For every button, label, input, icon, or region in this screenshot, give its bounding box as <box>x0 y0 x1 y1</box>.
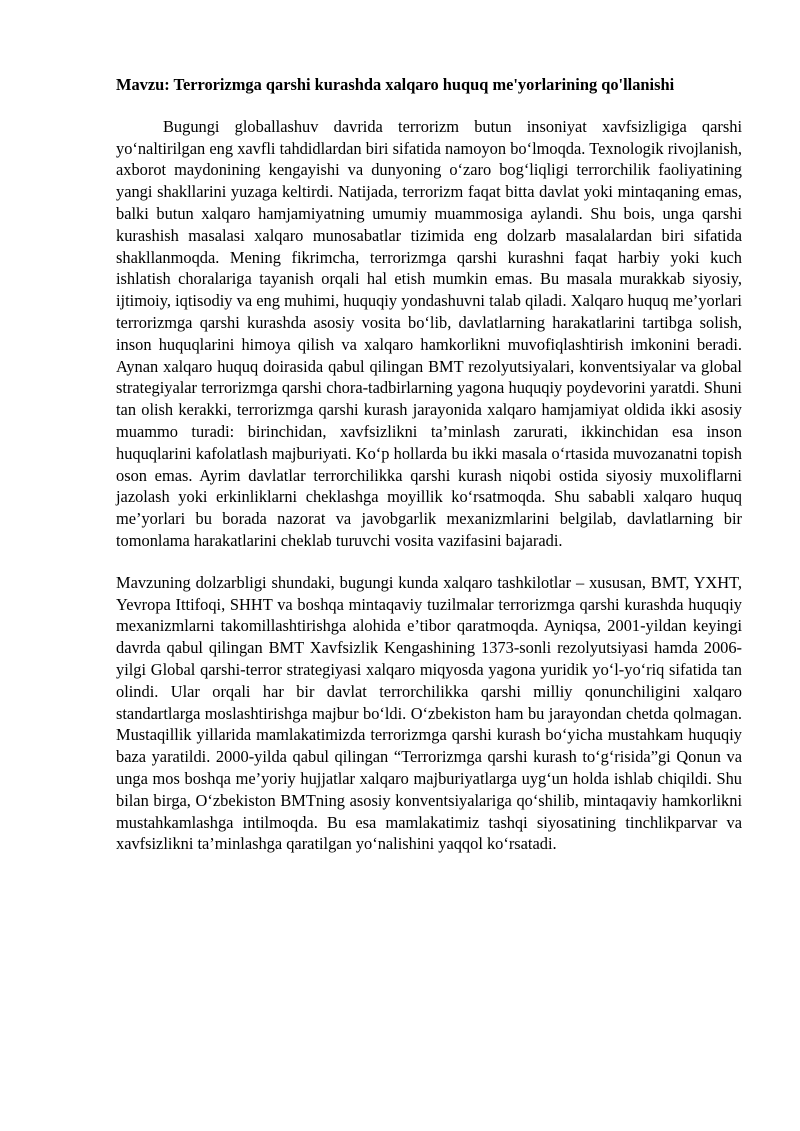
document-title: Mavzu: Terrorizmga qarshi kurashda xalqaro huquq me'yorlarining qo'llanishi <box>116 75 675 94</box>
paragraph-2: Mavzuning dolzarbligi shundaki, bugungi kunda xalqaro tashkilotlar – xususan, BMT, YXHT, Yevropa Ittifoqi, SHHT va boshqa mintaqaviy tuzilmalar terrorizmga qarshi kurashda huquqiy mexanizmlarni takomillashtirishga alohida e’tibor qaratmoqda. Ayniqsa, 2001-yildan keyingi davrda qabul qilingan BMT Xavfsizlik Kengashining 1373-sonli rezolyutsiyasi hamda 2006-yilgi Global qarshi-terror strategiyasi xalqaro miqyosda yagona yuridik yo‘l-yo‘riq sifatida tan olindi. Ular orqali har bir davlat terrorchilikka qarshi milliy qonunchiligini xalqaro standartlarga moslashtirishga majbur bo‘ldi. O‘zbekiston ham bu jarayondan chetda qolmagan. Mustaqillik yillarida mamlakatimizda terrorizmga qarshi kurash bo‘yicha mustahkam huquqiy baza yaratildi. 2000-yilda qabul qilingan “Terrorizmga qarshi kurash to‘g‘risida”gi Qonun va unga mos boshqa me’yoriy hujjatlar xalqaro majburiyatlarga uyg‘un holda ishlab chiqildi. Shu bilan birga, O‘zbekiston BMTning asosiy konventsiyalariga qo‘shilib, mintaqaviy hamkorlikni mustahkamlashga intilmoqda. Bu esa mamlakatimiz tashqi siyosatining tinchlikparvar va xavfsizlikni ta’minlashga qaratilgan yo‘nalishini yaqqol ko‘rsatadi. <box>116 572 742 854</box>
document-page <box>116 74 742 855</box>
paragraph-1: Bugungi globallashuv davrida terrorizm butun insoniyat xavfsizligiga qarshi yo‘naltirilgan eng xavfli tahdidlardan biri sifatida namoyon bo‘lmoqda. Texnologik rivojlanish, axborot maydonining kengayishi va dunyoning o‘zaro bog‘liqligi terrorchilik faoliyatining yangi shakllarini yuzaga keltirdi. Natijada, terrorizm faqat bitta davlat yoki mintaqaning emas, balki butun xalqaro hamjamiyatning umumiy muammosiga aylandi. Shu bois, unga qarshi kurashish masalasi xalqaro munosabatlar tizimida eng dolzarb masalalardan biri sifatida shakllanmoqda. Mening fikrimcha, terrorizmga qarshi kurashni faqat harbiy yoki kuch ishlatish choralariga tayanish orqali hal etish mumkin emas. Bu masala murakkab siyosiy, ijtimoiy, iqtisodiy va eng muhimi, huquqiy yondashuvni talab qiladi. Xalqaro huquq me’yorlari terrorizmga qarshi kurashda asosiy vosita bo‘lib, davlatlarning harakatlarini tartibga solish, inson huquqlarini himoya qilish va xalqaro hamkorlikni muvofiqlashtirish imkonini beradi. Aynan xalqaro huquq doirasida qabul qilingan BMT rezolyutsiyalari, konventsiyalar va global strategiyalar terrorizmga qarshi chora-tadbirlarning yagona huquqiy poydevorini yaratdi. Shuni tan olish kerakki, terrorizmga qarshi kurash jarayonida xalqaro hamjamiyat oldida ikki asosiy muammo turadi: birinchidan, xavfsizlikni ta’minlash zarurati, ikkinchidan esa inson huquqlarini kafolatlash majburiyati. Ko‘p hollarda bu ikki masala o‘rtasida muvozanatni topish oson emas. Ayrim davlatlar terrorchilikka qarshi kurash niqobi ostida siyosiy muxoliflarni jazolash yoki erkinliklarni cheklashga moyillik ko‘rsatmoqda. Shu sababli xalqaro huquq me’yorlari bu borada nazorat va javobgarlik mexanizmlarini belgilab, davlatlarning bir tomonlama harakatlarini cheklab turuvchi vosita vazifasini bajaradi. <box>116 116 742 550</box>
